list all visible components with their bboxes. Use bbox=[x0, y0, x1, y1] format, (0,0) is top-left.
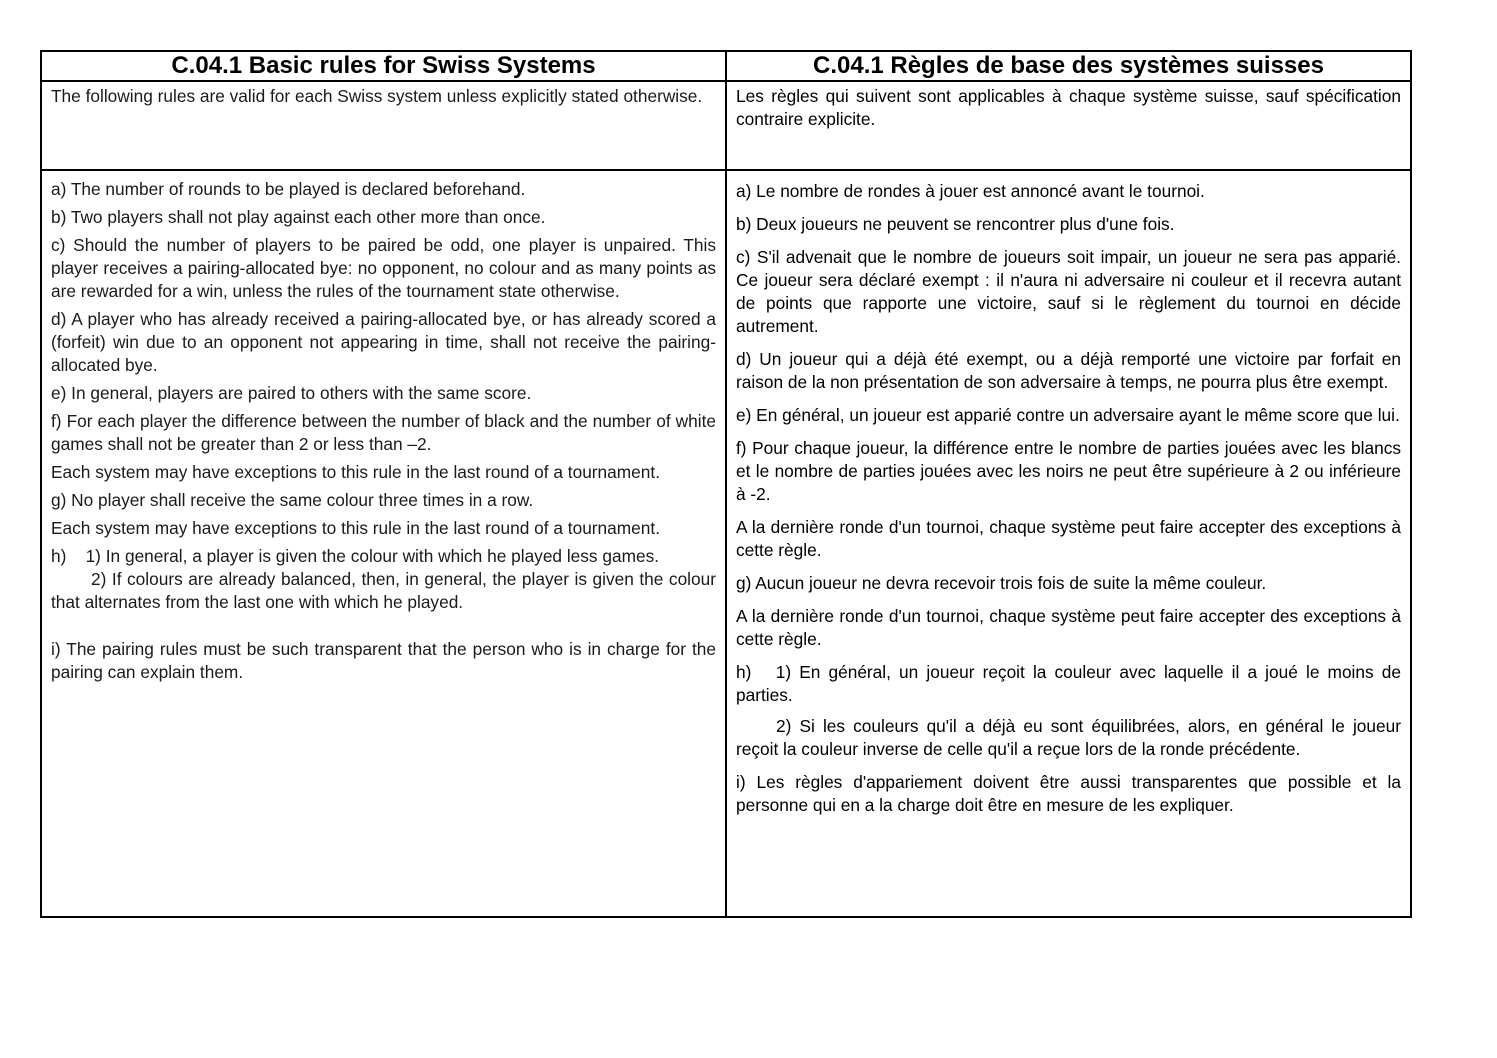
english-intro: The following rules are valid for each Swiss system unless explicitly stated otherwise. bbox=[51, 86, 703, 106]
rules-row bbox=[41, 170, 1411, 917]
rule-h2: 2) If colours are already balanced, then, in general, the player is given the colour that alternates from the last one with which he played. bbox=[51, 569, 716, 612]
rule-b: b) Two players shall not play against each other more than once. bbox=[51, 207, 546, 227]
rule-h1: h) 1) In general, a player is given the colour with which he played less games. bbox=[51, 546, 660, 566]
rule-e: e) In general, players are paired to others with the same score. bbox=[51, 383, 532, 403]
regle-b: b) Deux joueurs ne peuvent se rencontrer plus d'une fois. bbox=[736, 214, 1175, 234]
french-title: C.04.1 Règles de base des systèmes suisses bbox=[726, 51, 1411, 81]
regle-f: f) Pour chaque joueur, la différence entre le nombre de parties jouées avec les blancs et le nombre de parties jouées avec les noirs ne peut être supérieure à 2 ou inférieure à -2. bbox=[736, 438, 1401, 504]
french-rules bbox=[726, 170, 1411, 917]
regle-h1: h) 1) En général, un joueur reçoit la couleur avec laquelle il a joué le moins de parties. bbox=[736, 662, 1406, 705]
rule-f: f) For each player the difference between the number of black and the number of white games shall not be greater than 2 or less than –2. bbox=[51, 411, 716, 454]
english-intro-cell bbox=[41, 81, 726, 170]
regle-h2: 2) Si les couleurs qu'il a déjà eu sont équilibrées, alors, en général le joueur reçoit la couleur inverse de celle qu'il a reçue lors de la ronde précédente. bbox=[736, 716, 1401, 759]
regle-c: c) S'il advenait que le nombre de joueurs soit impair, un joueur ne sera pas apparié. Ce joueur sera déclaré exempt : il n'aura ni adversaire ni couleur et il recevra autant de points que rapporte une victoire, sauf si le règlement du tournoi en décide autrement. bbox=[736, 247, 1401, 336]
rule-f-exception: Each system may have exceptions to this rule in the last round of a tournament. bbox=[51, 462, 661, 482]
regle-e: e) En général, un joueur est apparié contre un adversaire ayant le même score que lui. bbox=[736, 405, 1400, 425]
french-intro: Les règles qui suivent sont applicables à chaque système suisse, sauf spécification contraire explicite. bbox=[736, 86, 1401, 129]
regle-f-exception: A la dernière ronde d'un tournoi, chaque système peut faire accepter des exceptions à cette règle. bbox=[736, 517, 1401, 560]
title-row bbox=[41, 51, 1411, 81]
rule-c: c) Should the number of players to be paired be odd, one player is unpaired. This player receives a pairing-allocated bye: no opponent, no colour and as many points as are rewarded for a win, unless the rules of the tournament state otherwise. bbox=[51, 235, 716, 301]
rules-table bbox=[40, 50, 1412, 918]
english-rules bbox=[41, 170, 726, 917]
regle-g-exception: A la dernière ronde d'un tournoi, chaque système peut faire accepter des exceptions à cette règle. bbox=[736, 606, 1401, 649]
rule-g: g) No player shall receive the same colour three times in a row. bbox=[51, 490, 534, 510]
rule-g-exception: Each system may have exceptions to this rule in the last round of a tournament. bbox=[51, 518, 661, 538]
regle-a: a) Le nombre de rondes à jouer est annoncé avant le tournoi. bbox=[736, 181, 1205, 201]
english-title: C.04.1 Basic rules for Swiss Systems bbox=[41, 51, 726, 81]
regle-g: g) Aucun joueur ne devra recevoir trois fois de suite la même couleur. bbox=[736, 573, 1267, 593]
regle-i: i) Les règles d'appariement doivent être aussi transparentes que possible et la personne qui en a la charge doit être en mesure de les expliquer. bbox=[736, 772, 1401, 815]
regle-d: d) Un joueur qui a déjà été exempt, ou a déjà remporté une victoire par forfait en raison de la non présentation de son adversaire à temps, ne pourra plus être exempt. bbox=[736, 349, 1401, 392]
intro-row bbox=[41, 81, 1411, 170]
rule-d: d) A player who has already received a pairing-allocated bye, or has already scored a (forfeit) win due to an opponent not appearing in time, shall not receive the pairing-allocated bye. bbox=[51, 309, 716, 375]
french-intro-cell bbox=[726, 81, 1411, 170]
rule-a: a) The number of rounds to be played is declared beforehand. bbox=[51, 179, 526, 199]
rule-i: i) The pairing rules must be such transparent that the person who is in charge for the pairing can explain them. bbox=[51, 639, 716, 682]
